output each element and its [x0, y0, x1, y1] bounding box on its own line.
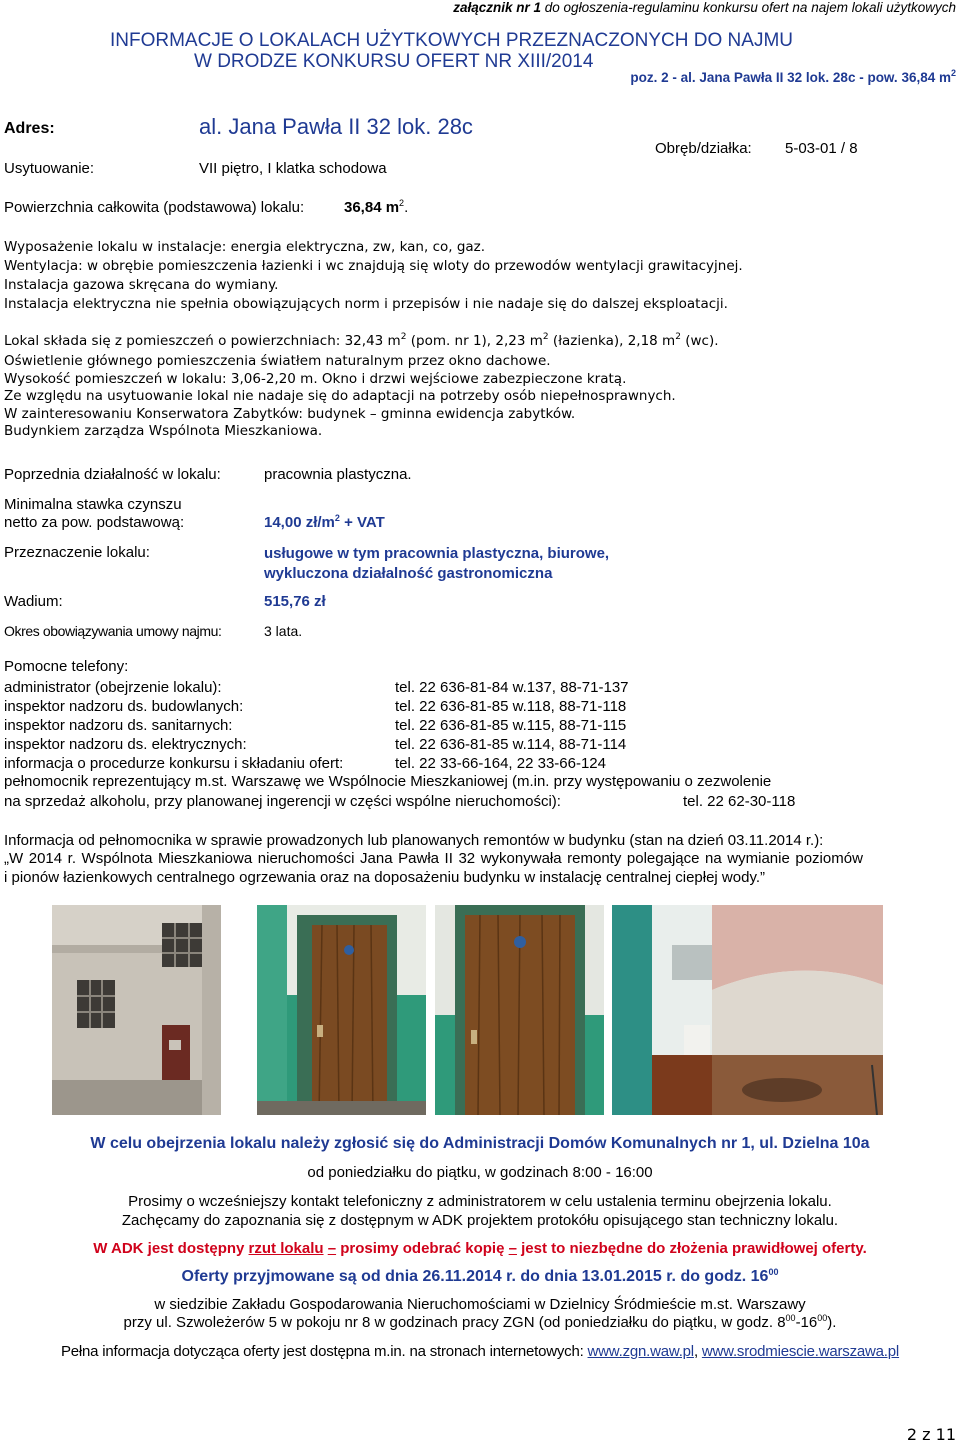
detail-line: Oświetlenie głównego pomieszczenia światłem naturalnym przez okno dachowe.	[4, 353, 551, 369]
photo-room	[712, 905, 883, 1115]
proxy-tel: tel. 22 62-30-118	[683, 793, 796, 810]
area-number: 36,84 m	[344, 199, 400, 216]
area-value	[344, 199, 408, 216]
renovation-heading: Informacja od pełnomocnika w sprawie prowadzonych lub planowanych remontów w budynku (stan na dzień 03.11.2014 r.):	[4, 832, 824, 849]
proxy-line-1: pełnomocnik reprezentujący m.st. Warszawę we Wspólnocie Mieszkaniowej (m.in. przy występowaniu o zezwolenie	[4, 773, 772, 790]
purpose-label: Przeznaczenie lokalu:	[4, 544, 150, 561]
rent-label-line: netto za pow. podstawową:	[4, 514, 185, 531]
seat-sup: 00	[785, 1313, 796, 1323]
purpose-line: usługowe w tym pracownia plastyczna, biurowe,	[264, 545, 610, 562]
visit-info: W celu obejrzenia lokalu należy zgłosić się do Administracji Domów Komunalnych nr 1, ul. Dzielna 10a	[90, 1135, 870, 1152]
contact-line-1: Prosimy o wcześniejszy kontakt telefoniczny z administratorem w celu ustalenia terminu obejrzenia lokalu.	[128, 1193, 832, 1210]
contact-line-2: Zachęcamy do zapoznania się z dostępnym w ADK projektem protokółu opisującego stan techniczny lokalu.	[121, 1212, 839, 1229]
rent-vat: + VAT	[339, 514, 385, 531]
phone-label: inspektor nadzoru ds. elektrycznych:	[4, 736, 247, 753]
annex-bold: załącznik nr 1	[453, 0, 542, 15]
purpose-value	[264, 544, 609, 584]
phones-values	[395, 678, 629, 773]
srodmiescie-website-link[interactable]: www.srodmiescie.warszawa.pl	[701, 1343, 900, 1360]
installation-line: Instalacja gazowa skręcana do wymiany.	[4, 277, 279, 293]
adk-notice	[0, 1240, 960, 1257]
phone-value: tel. 22 636-81-85 w.115, 88-71-115	[395, 717, 627, 734]
renovation-line-2: i pionów łazienkowych centralnego ogrzewania oraz na doposażeniu budynku w instalację centralnej ciepłej wody.”	[4, 869, 766, 886]
phones-heading: Pomocne telefony:	[4, 658, 129, 675]
offers-text: Oferty przyjmowane są od dnia 26.11.2014 r. do dnia 13.01.2015 r. do godz. 16	[181, 1268, 769, 1285]
adk-text: jest to niezbędne do złożenia prawidłowej oferty.	[516, 1240, 867, 1257]
photo-door-2	[435, 905, 604, 1115]
full-info-text: Pełna informacja dotycząca oferty jest dostępna m.in. na stronach internetowych:	[60, 1343, 588, 1360]
door-2-image	[435, 905, 604, 1115]
installation-line: Wentylacja: w obrębie pomieszczenia łazienki i wc znajdują się wloty do przewodów wentylacji grawitacyjnej.	[4, 258, 743, 274]
location-label: Usytuowanie:	[4, 160, 95, 177]
address-value: al. Jana Pawła II 32 lok. 28c	[199, 114, 473, 139]
seat-text: -16	[795, 1314, 818, 1331]
rooms-sup: 2	[675, 332, 681, 342]
page-number: 2 z 11	[906, 1425, 956, 1444]
phones-labels	[4, 678, 343, 773]
rooms-part: (łazienka), 2,18 m	[548, 333, 676, 349]
position-sup: 2	[950, 68, 956, 78]
previous-activity-value: pracownia plastyczna.	[264, 466, 412, 483]
visit-hours: od poniedziałku do piątku, w godzinach 8:00 - 16:00	[307, 1164, 653, 1181]
detail-line: Ze względu na usytuowanie lokal nie nadaje się do adaptacji na potrzeby osób niepełnosprawnych.	[4, 388, 676, 404]
phone-value: tel. 22 33-66-164, 22 33-66-124	[395, 755, 606, 772]
dash: –	[508, 1240, 517, 1257]
dash: –	[327, 1240, 337, 1257]
rooms-part: (wc).	[680, 333, 719, 349]
phone-value: tel. 22 636-81-85 w.118, 88-71-118	[395, 698, 627, 715]
seat-line-1: w siedzibie Zakładu Gospodarowania Nieruchomościami w Dzielnicy Śródmieście m.st. Warszawy	[154, 1296, 806, 1313]
offers-sup: 00	[768, 1267, 779, 1277]
area-sup: 2	[399, 198, 405, 208]
rent-label	[4, 496, 184, 532]
door-1-image	[257, 905, 426, 1115]
plot-value: 5-03-01 / 8	[785, 140, 858, 157]
title-line-1: INFORMACJE O LOKALACH UŻYTKOWYCH PRZEZNACZONYCH DO NAJMU	[110, 30, 793, 51]
courtyard-image	[52, 905, 221, 1115]
offers-deadline	[0, 1268, 960, 1286]
phone-value: tel. 22 636-81-84 w.137, 88-71-137	[395, 679, 629, 696]
rooms-part: (pom. nr 1), 2,23 m	[406, 333, 543, 349]
adk-text: prosimy odebrać kopię	[336, 1240, 505, 1257]
adk-text: W ADK jest dostępny	[93, 1240, 249, 1257]
previous-activity-label: Poprzednia działalność w lokalu:	[4, 466, 221, 483]
rent-sup: 2	[334, 513, 340, 523]
zgn-website-link[interactable]: www.zgn.waw.pl	[587, 1343, 694, 1360]
seat-text: przy ul. Szwoleżerów 5 w pokoju nr 8 w godzinach pracy ZGN (od poniedziałku do piątku, w godz. 8	[123, 1314, 786, 1331]
phone-value: tel. 22 636-81-85 w.114, 88-71-114	[395, 736, 627, 753]
full-info-line	[0, 1343, 960, 1360]
phone-label: inspektor nadzoru ds. sanitarnych:	[4, 717, 233, 734]
detail-line: Wysokość pomieszczeń w lokalu: 3,06-2,20 m. Okno i drzwi wejściowe zabezpieczone kratą.	[4, 370, 627, 387]
annex-note	[453, 0, 956, 15]
installations-block	[4, 238, 743, 314]
position-summary	[630, 70, 956, 85]
renovation-line-1: „W 2014 r. Wspólnota Mieszkaniowa nieruchomości Jana Pawła II 32 wykonywała remonty polegające na wymianie poziomów	[4, 850, 863, 867]
term-label: Okres obowiązywania umowy najmu:	[4, 623, 222, 639]
photo-courtyard	[52, 905, 221, 1115]
photo-door-1	[257, 905, 426, 1115]
position-text: poz. 2 - al. Jana Pawła II 32 lok. 28c - pow. 36,84 m	[630, 70, 951, 85]
rent-label-line: Minimalna stawka czynszu	[4, 496, 182, 513]
seat-sup: 00	[817, 1313, 828, 1323]
comma: ,	[693, 1343, 702, 1360]
rooms-sup: 2	[400, 332, 407, 342]
annex-rest: do ogłoszenia-regulaminu konkursu ofert na najem lokali użytkowych	[544, 0, 956, 15]
rent-amount: 14,00 zł/m	[264, 514, 335, 531]
phone-label: informacja o procedurze konkursu i składaniu ofert:	[4, 755, 344, 772]
rooms-sup: 2	[542, 332, 549, 342]
installation-line: Wyposażenie lokalu w instalacje: energia elektryczna, zw, kan, co, gaz.	[4, 239, 486, 255]
location-value: VII piętro, I klatka schodowa	[199, 160, 387, 177]
rooms-line	[4, 333, 719, 349]
floorplan-link[interactable]: rzut lokalu	[248, 1240, 324, 1257]
detail-line: Budynkiem zarządza Wspólnota Mieszkaniowa.	[4, 423, 323, 439]
title-line-2: W DRODZE KONKURSU OFERT NR XIII/2014	[194, 51, 594, 72]
installation-line: Instalacja elektryczna nie spełnia obowiązujących norm i przepisów i nie nadaje się do dalszej eksploatacji.	[4, 296, 728, 312]
phone-label: inspektor nadzoru ds. budowlanych:	[4, 698, 244, 715]
address-label: Adres:	[4, 120, 55, 137]
deposit-value: 515,76 zł	[264, 593, 326, 610]
rent-value	[264, 514, 385, 531]
area-label: Powierzchnia całkowita (podstawowa) lokalu:	[4, 199, 305, 216]
rooms-part: Lokal składa się z pomieszczeń o powierzchniach: 32,43 m	[4, 333, 401, 349]
deposit-label: Wadium:	[4, 593, 63, 610]
seat-text: ).	[827, 1314, 837, 1331]
room-image	[712, 905, 883, 1115]
term-value: 3 lata.	[264, 623, 303, 639]
phone-label: administrator (obejrzenie lokalu):	[4, 679, 222, 696]
details-block	[4, 353, 676, 441]
area-dot: .	[404, 199, 409, 216]
seat-line-2	[0, 1314, 960, 1331]
proxy-line-2: na sprzedaż alkoholu, przy planowanej ingerencji w części wspólne nieruchomości):	[4, 793, 561, 810]
purpose-line: wykluczona działalność gastronomiczna	[264, 565, 553, 582]
plot-label: Obręb/działka:	[655, 140, 752, 157]
detail-line: W zainteresowaniu Konserwatora Zabytków: budynek – gminna ewidencja zabytków.	[4, 405, 576, 422]
